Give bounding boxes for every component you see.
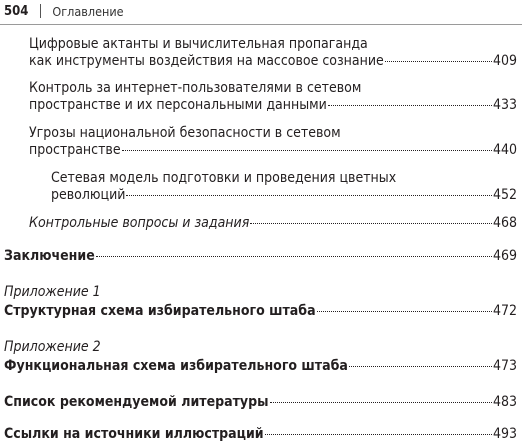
dot-leader [126, 194, 491, 196]
toc-entry-title: Функциональная схема избирательного штаба [4, 358, 348, 374]
dot-leader [122, 149, 492, 151]
dot-leader [349, 365, 492, 367]
toc-entry-title-cont: пространстве [29, 142, 121, 158]
toc-page-number: 440 [492, 142, 517, 158]
dot-leader [328, 104, 492, 106]
section-title: Оглавление [52, 3, 124, 19]
toc-entry[interactable] [4, 394, 517, 411]
toc-page-number: 469 [492, 248, 517, 264]
toc-entry-title: Контрольные вопросы и задания [29, 215, 250, 231]
toc-page-number: 409 [492, 53, 517, 69]
toc-entry-title-cont: пространстве и их персональными данными [29, 97, 327, 113]
toc-entry[interactable] [51, 170, 517, 204]
toc-page-number: 433 [492, 97, 517, 113]
toc-entry-title: Сетевая модель подготовки и проведения цветных [51, 170, 397, 186]
appendix-label: Приложение 2 [4, 339, 101, 355]
running-header [4, 0, 124, 22]
toc-entry[interactable] [4, 303, 517, 320]
toc-page-number: 452 [492, 187, 517, 203]
toc-page-number: 493 [492, 426, 517, 442]
toc-entry[interactable] [29, 215, 517, 232]
header-separator [40, 4, 41, 18]
toc-entry-title: Угрозы национальной безопасности в сетевом [29, 125, 341, 141]
dot-leader [385, 60, 492, 62]
toc-page-number: 483 [492, 394, 517, 410]
toc-entry-title-cont: как инструменты воздействия на массовое сознание [29, 53, 384, 69]
dot-leader [250, 222, 492, 224]
toc-entry[interactable] [29, 125, 517, 159]
toc-entry[interactable] [29, 36, 517, 70]
toc-entry[interactable] [4, 248, 517, 265]
toc-entry-title-cont: революций [51, 187, 126, 203]
toc-page-number: 473 [492, 358, 517, 374]
toc-entry[interactable] [4, 426, 517, 443]
toc-entry-title: Список рекомендуемой литературы [4, 394, 269, 410]
appendix-label: Приложение 1 [4, 284, 101, 300]
toc-page-number: 468 [492, 215, 517, 231]
toc-entry-title: Контроль за интернет-пользователями в сетевом [29, 80, 362, 96]
toc-entry[interactable] [4, 358, 517, 375]
toc-entry-title: Цифровые актанты и вычислительная пропаганда [29, 36, 368, 52]
dot-leader [96, 255, 492, 257]
header-rule [0, 24, 522, 25]
toc-entry[interactable] [29, 80, 517, 114]
toc-entry-title: Заключение [4, 248, 95, 264]
toc-entry-title: Структурная схема избирательного штаба [4, 303, 316, 319]
page-number: 504 [4, 3, 29, 19]
toc-entry-title: Ссылки на источники иллюстраций [4, 426, 264, 442]
dot-leader [265, 433, 492, 435]
dot-leader [270, 401, 492, 403]
toc-page-number: 472 [492, 303, 517, 319]
dot-leader [317, 310, 492, 312]
